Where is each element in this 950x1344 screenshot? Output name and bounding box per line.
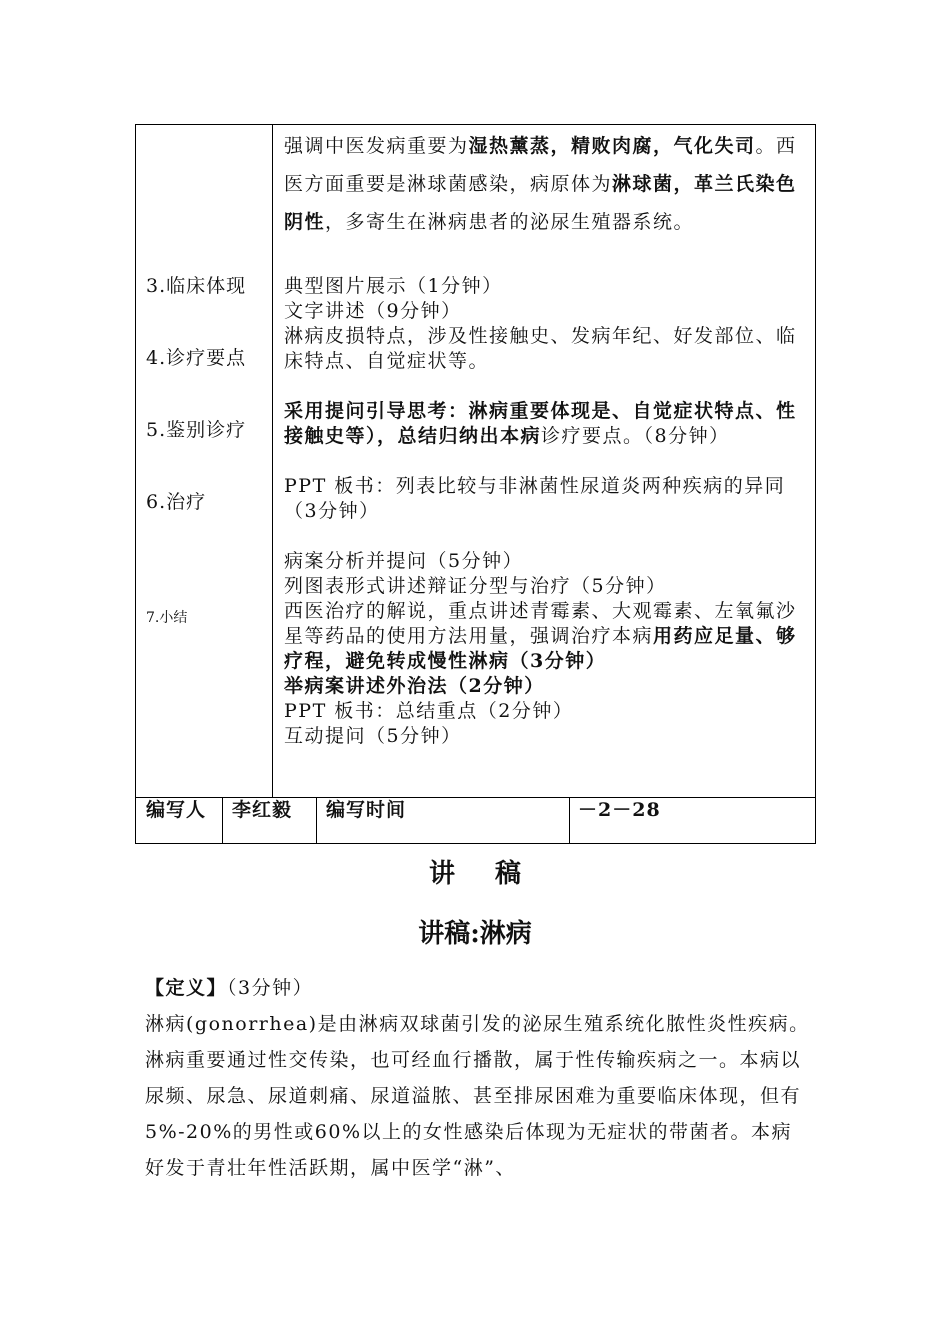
line-image-display: 典型图片展示（1分钟） (284, 275, 503, 297)
lecture-notes-heading: 讲稿 (428, 859, 561, 889)
right-column-content (284, 274, 806, 749)
lecture-topic-heading: 讲稿:淋病 (418, 919, 532, 949)
author-label: 编写人 (146, 799, 207, 821)
footer-divider-2 (316, 797, 317, 843)
line-case-analysis: 病案分析并提问（5分钟） (284, 550, 524, 572)
definition-section (145, 970, 810, 1186)
line-ppt-summary: PPT 板书：总结重点（2分钟） (284, 700, 574, 722)
item-diagnosis-points: 4.诊疗要点 (146, 347, 247, 369)
column-divider (272, 125, 273, 797)
date-label: 编写时间 (326, 799, 407, 821)
item-treatment: 6.治疗 (146, 491, 207, 513)
line-lesion-features: 淋病皮损特点，涉及性接触史、发病年纪、好发部位、临床特点、自觉症状等。 (284, 325, 797, 372)
line-guided-questions: 采用提问引导思考：淋病重要体现是、自觉症状特点、性接触史等），总结归纳出本病诊疗要点。（8分钟） (284, 400, 797, 447)
footer-divider-1 (222, 797, 223, 843)
line-ppt-comparison: PPT 板书：列表比较与非淋菌性尿道炎两种疾病的异同（3分钟） (284, 475, 786, 522)
footer-divider-3 (569, 797, 570, 843)
line-interactive-questions: 互动提问（5分钟） (284, 725, 462, 747)
lesson-plan-table (135, 124, 816, 844)
line-external-therapy: 举病案讲述外治法（2分钟） (284, 675, 545, 697)
item-clinical-manifestation: 3.临床体现 (146, 275, 247, 297)
definition-header: 【定义】（3分钟） (145, 977, 314, 999)
etiology-paragraph: 强调中医发病重要为湿热薰蒸，精败肉腐，气化失司。西医方面重要是淋球菌感染，病原体为淋球菌，革兰氏染色阴性，多寄生在淋病患者的泌尿生殖器系统。 (284, 135, 797, 233)
date-value: －2－28 (578, 799, 661, 821)
line-syndrome-treatment: 列图表形式讲述辩证分型与治疗（5分钟） (284, 575, 667, 597)
item-summary: 7.小结 (146, 610, 188, 626)
author-value: 李红毅 (232, 799, 293, 821)
definition-text: 淋病(gonorrhea)是由淋病双球菌引发的泌尿生殖系统化脓性炎性疾病。淋病重要通过性交传染，也可经血行播散，属于性传输疾病之一。本病以尿频、尿急、尿道刺痛、尿道溢脓、甚至排尿困难为重要临床体现，但有5%-20%的男性或60%以上的女性感染后体现为无症状的带菌者。本病好发于青壮年性活跃期，属中医学“淋”、 (145, 1013, 810, 1179)
line-western-treatment: 西医治疗的解说，重点讲述青霉素、大观霉素、左氧氟沙星等药品的使用方法用量，强调治疗本病用药应足量、够疗程，避免转成慢性淋病（3分钟） (284, 600, 797, 672)
line-text-lecture: 文字讲述（9分钟） (284, 300, 462, 322)
item-differential-diagnosis: 5.鉴别诊疗 (146, 419, 247, 441)
